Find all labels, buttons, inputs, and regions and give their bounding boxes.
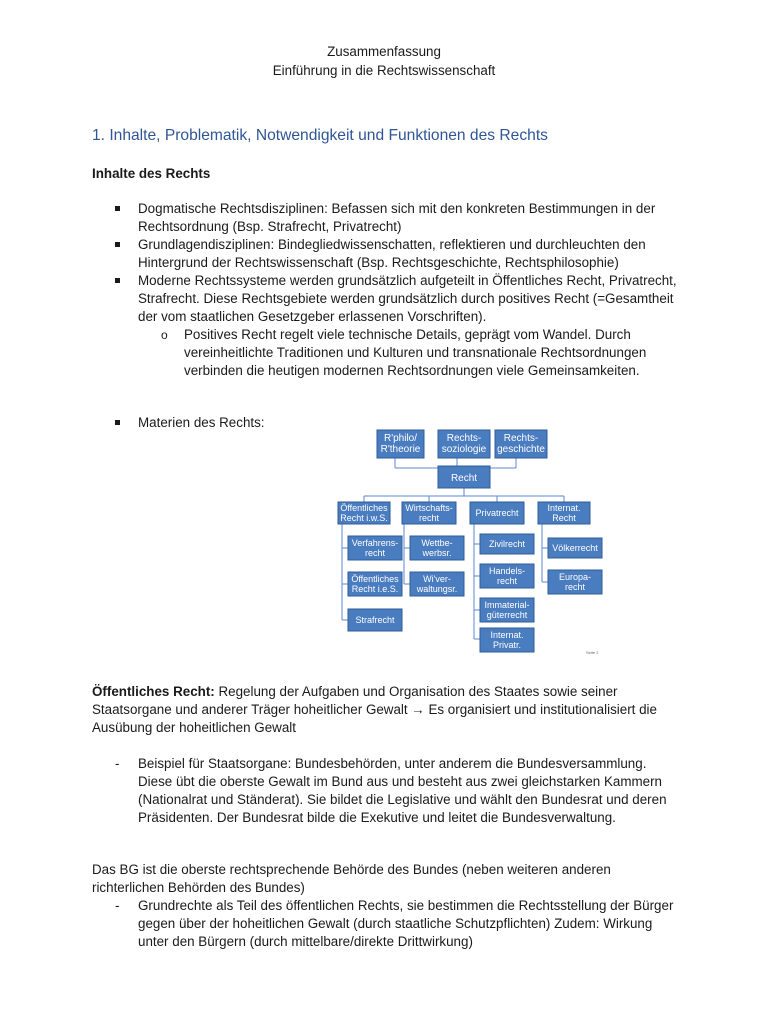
label-rphilo-2: R'theorie: [380, 444, 421, 455]
document-title: [0, 42, 768, 80]
bullet-text: Grundlagendisziplinen: Bindegliedwissenschatten, reflektieren und durchleuchten den Hintergrund der Rechtswissenschaft (Bsp. Rechtsgeschichte, Rechtsphilosophie): [138, 237, 646, 270]
label-intpriv-2: Privatr.: [492, 640, 522, 650]
label-immat-1: Immaterial-: [484, 600, 530, 610]
label-immat-2: güterrecht: [486, 610, 528, 620]
label-strafrecht: Strafrecht: [355, 615, 395, 625]
oeffentliches-recht-text-2: Es organisiert und institutionalisiert die Ausübung der hoheitlichen Gewalt: [92, 702, 657, 735]
label-verf-1: Verfahrens-: [351, 538, 399, 548]
label-handels-1: Handels-: [488, 566, 526, 576]
bg-paragraph: Das BG ist die oberste rechtsprechende Behörde des Bundes (neben weiteren anderen richterlichen Behörden des Bundes): [92, 862, 611, 895]
label-oeffies-2: Recht i.e.S.: [351, 584, 399, 594]
section-heading: 1. Inhalte, Problematik, Notwendigkeit und Funktionen des Rechts: [92, 127, 548, 144]
content-bullet-list: [92, 200, 692, 380]
label-voelkerrecht: Völkerrecht: [552, 543, 598, 553]
label-europa-2: recht: [564, 582, 586, 592]
label-recht: Recht: [450, 473, 478, 484]
label-intl-2: Recht: [552, 513, 576, 523]
top-row-boxes: [377, 430, 547, 458]
title-line-2: Einführung in die Rechtswissenschaft: [272, 63, 496, 78]
oeffentliches-recht-text: Regelung der Aufgaben und Organisation des Staates sowie seiner Staatsorgane und anderer Träger hoheitlicher Gewalt: [92, 684, 618, 717]
label-gesch-2: geschichte: [497, 444, 545, 455]
subheading-inhalte: Inhalte des Rechts: [92, 166, 211, 181]
bullet-item: [92, 272, 692, 380]
label-wett-1: Wettbe-: [421, 538, 453, 548]
label-verf-2: recht: [364, 548, 386, 558]
beispiel-list: [92, 755, 682, 827]
wirt-leaf-boxes: [410, 536, 464, 596]
label-wiver-2: waltungsr.: [416, 584, 458, 594]
grundrechte-list: [92, 897, 682, 951]
grundrechte-item: - Grundrechte als Teil des öffentlichen Rechts, sie bestimmen die Rechtsstellung der Bürger gegen über der hoheitlichen Gewalt (durch staatliche Schutzpflichten) Zudem: Wirkung unter den Bürgern (durch mittelbare/direkte Drittwirkung): [92, 897, 682, 951]
beispiel-item: - Beispiel für Staatsorgane: Bundesbehörden, unter anderem die Bundesversammlung. Diese übt die oberste Gewalt im Bund aus und besteht aus zwei gleichstarken Kammern (Nationalrat und Ständerat). Sie bildet die Legislative und wählt den Bundesrat und deren Präsidenten. Der Bundesrat bilde die Exekutive und leitet die Bundesverwaltung.: [92, 755, 682, 827]
label-intl-1: Internat.: [547, 503, 581, 513]
label-oeff-1: Öffentliches: [340, 503, 388, 513]
title-line-1: Zusammenfassung: [327, 44, 441, 59]
law-hierarchy-diagram: [334, 424, 606, 658]
materien-item: Materien des Rechts:: [92, 414, 265, 432]
bullet-text: Dogmatische Rechtsdisziplinen: Befassen sich mit den konkreten Bestimmungen in der Rechtsordnung (Bsp. Strafrecht, Privatrecht): [138, 201, 656, 234]
label-zivilrecht: Zivilrecht: [488, 539, 526, 549]
oeff-leaf-boxes: [348, 536, 402, 631]
label-rphilo-1: R'philo/: [383, 433, 418, 444]
oeffentliches-recht-paragraph: [92, 683, 682, 737]
label-wirt-1: Wirtschafts-: [405, 503, 453, 513]
diagram-page-label: Seite 2: [586, 650, 599, 655]
materien-list: [92, 414, 265, 432]
label-soz-2: soziologie: [441, 444, 487, 455]
oeffentliches-recht-label: Öffentliches Recht:: [92, 684, 215, 699]
bullet-text: Moderne Rechtssysteme werden grundsätzlich aufgeteilt in Öffentliches Recht, Privatrecht, Strafrecht. Diese Rechtsgebiete werden grundsätzlich durch positives Recht (=Gesamtheit der vom staatlichen Gesetzgeber erlassenen Vorschriften).: [138, 273, 677, 324]
label-oeff-2: Recht i.w.S.: [340, 513, 388, 523]
label-handels-2: recht: [496, 576, 518, 586]
label-oeffies-1: Öffentliches: [351, 574, 399, 584]
label-europa-1: Europa-: [558, 572, 592, 582]
arrow-icon: →: [411, 702, 425, 717]
sub-bullet-list: [138, 326, 692, 380]
bullet-item: [92, 236, 692, 272]
label-privatrecht: Privatrecht: [475, 508, 519, 518]
priv-leaf-boxes: [480, 534, 534, 652]
label-wett-2: werbsr.: [422, 548, 452, 558]
label-gesch-1: Rechts-: [503, 433, 539, 444]
intl-leaf-boxes: [548, 538, 602, 594]
branch-boxes: [338, 502, 590, 524]
sub-bullet-item: o Positives Recht regelt viele technische Details, geprägt vom Wandel. Durch vereinheitlichte Traditionen und Kulturen und transnationale Rechtsordnungen verbinden die heutigen modernen Rechtsordnungen viele Gemeinsamkeiten.: [138, 326, 692, 380]
label-intpriv-1: Internat.: [490, 630, 524, 640]
label-soz-1: Rechts-: [446, 433, 482, 444]
label-wiver-1: Wi'ver-: [423, 574, 451, 584]
label-wirt-2: recht: [418, 513, 440, 523]
bullet-item: [92, 200, 692, 236]
